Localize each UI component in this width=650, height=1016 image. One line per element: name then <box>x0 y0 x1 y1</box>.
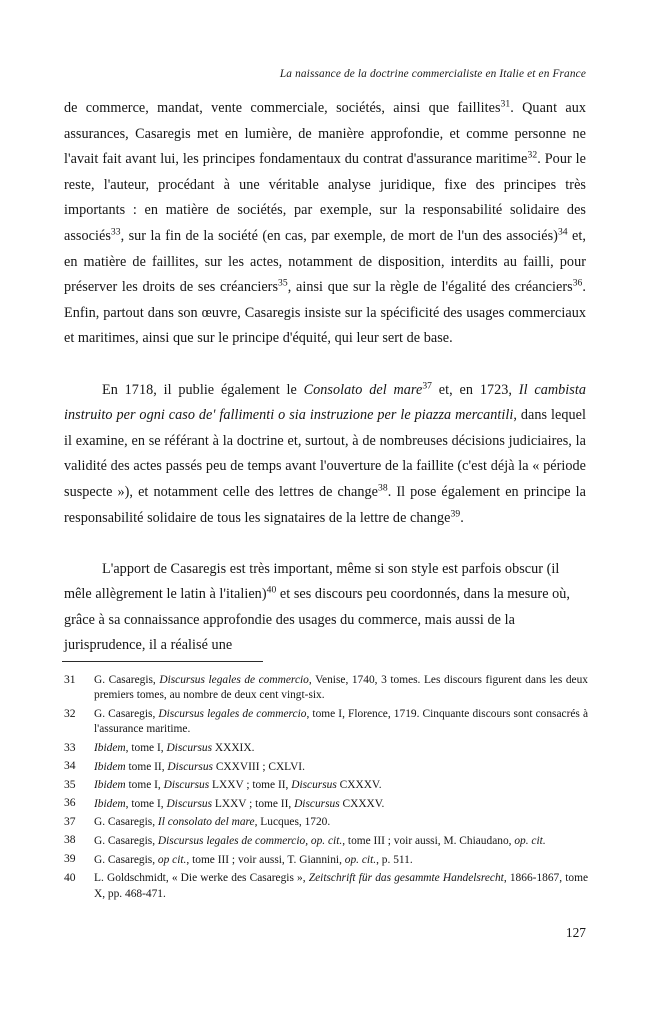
italic-run: Il consolato del mare <box>157 816 255 829</box>
italic-run: Discursus legales de commercio, op. cit. <box>157 834 343 847</box>
italic-run: Consolato del mare <box>303 381 423 398</box>
footnote-40 <box>64 871 588 902</box>
footnote-number: 36 <box>64 796 76 810</box>
footnote-text <box>94 871 588 902</box>
text-run: LXXV ; tome II, <box>209 779 292 792</box>
text-run: . Pour le reste, l'auteur, procédant à une véritable analyse juridique, fixe des principes très importants : en matière de sociétés, par exemple, sur la responsabilité solidaire des associés <box>64 151 586 244</box>
italic-run: Discursus <box>166 797 213 810</box>
footnotes-block <box>64 673 588 905</box>
text-run: XXXIX. <box>212 742 255 754</box>
footnote-reference[interactable]: 38 <box>378 482 388 494</box>
footnote-reference[interactable]: 37 <box>422 379 433 391</box>
text-run: et, en 1723, <box>432 381 519 398</box>
text-run: , Lucques, 1720. <box>254 816 331 829</box>
text-run: CXXVIII ; CXLVI. <box>212 760 305 773</box>
text-run: G. Casaregis, <box>94 708 159 720</box>
text-run: de commerce, mandat, vente commerciale, sociétés, ainsi que faillites <box>64 100 501 116</box>
text-run: et, en matière de faillites, sur les actes, notamment de disposition, interdits au failli, pour préserver les droits de ses créanciers <box>64 227 586 296</box>
italic-run: Ibidem <box>94 797 126 810</box>
footnote-number: 31 <box>64 672 76 686</box>
text-run: G. Casaregis, <box>94 834 158 847</box>
footnote-text <box>94 778 588 793</box>
footnote-reference[interactable]: 35 <box>278 277 288 289</box>
footnote-34 <box>64 760 588 775</box>
footnote-32 <box>64 707 588 738</box>
italic-run: Ibidem <box>94 742 126 754</box>
para-casaregis-assurances <box>64 96 586 352</box>
footnote-number: 32 <box>64 706 76 720</box>
text-run: G. Casaregis, <box>94 674 160 686</box>
footnote-33 <box>64 741 588 756</box>
footnote-text <box>94 797 588 812</box>
footnote-reference[interactable]: 40 <box>266 584 277 596</box>
footnote-text <box>94 707 588 738</box>
text-run: et ses discours peu coordonnés, dans la mesure où, grâce à sa connaissance approfondie des usages du commerce, mais aussi de la jurisprudence, il a réalisé une <box>64 586 571 654</box>
italic-run: Il cambista instruito per ogni caso de' fallimenti o sia instruzione per le piazza mercantili <box>64 381 586 424</box>
footnote-number: 33 <box>64 740 76 754</box>
text-run: , tome I, <box>125 797 167 810</box>
italic-run: Discursus <box>167 760 213 773</box>
running-head: La naissance de la doctrine commercialiste en Italie et en France <box>279 68 586 80</box>
footnote-35 <box>64 778 588 793</box>
footnote-number: 35 <box>64 777 76 791</box>
footnote-36 <box>64 797 588 812</box>
footnote-separator-rule <box>62 661 263 662</box>
text-run: , tome I, <box>125 742 167 754</box>
footnote-text <box>94 760 588 775</box>
text-run: , dans lequel il examine, en se référant à la doctrine et, surtout, à de nombreuses décisions judiciaires, la validité des actes passés peu de temps avant l'ouverture de la faillite (c'est déjà la « période suspecte »), et notamment celle des lettres de change <box>64 407 586 500</box>
footnote-reference[interactable]: 31 <box>500 98 511 110</box>
text-run: . Il pose également en principe la responsabilité solidaire de tous les signataires de la lettre de change <box>64 483 587 526</box>
text-run: G. Casaregis, <box>94 816 158 829</box>
text-run: , tome III ; voir aussi, M. Chiaudano, <box>342 834 515 847</box>
text-run: , tome III ; voir aussi, T. Giannini, <box>186 853 345 866</box>
footnote-reference[interactable]: 33 <box>110 226 121 238</box>
italic-run: op. cit. <box>514 834 546 847</box>
footnote-number: 40 <box>64 870 76 884</box>
body-text-block <box>64 96 586 659</box>
italic-run: Zeitschrift für das gesammte Handelsrecht <box>308 872 504 885</box>
text-run: , tome I, Florence, 1719. Cinquante discours sont consacrés à l'assurance maritime. <box>94 708 589 736</box>
footnote-reference[interactable]: 34 <box>557 226 568 238</box>
italic-run: op. cit. <box>344 853 377 866</box>
text-run: CXXXV. <box>339 797 385 810</box>
italic-run: Discursus legales de commercio <box>158 708 307 720</box>
para-apport-casaregis <box>64 557 586 659</box>
italic-run: op cit. <box>157 853 187 866</box>
italic-run: Ibidem <box>94 760 126 773</box>
footnote-number: 38 <box>64 833 76 847</box>
footnote-39 <box>64 853 588 868</box>
italic-run: Discursus <box>291 779 337 792</box>
text-run: L. Goldschmidt, « Die werke des Casaregis », <box>94 872 309 885</box>
italic-run: Ibidem <box>94 779 126 792</box>
italic-run: Discursus <box>294 797 340 810</box>
text-run: G. Casaregis, <box>94 853 158 866</box>
footnote-reference[interactable]: 32 <box>527 149 538 161</box>
text-run: CXXXV. <box>336 779 382 792</box>
text-run: L'apport de Casaregis est très important, même si son style est parfois obscur (il mêle allègrement le latin à l'italien) <box>64 560 560 603</box>
text-run: En 1718, il publie également le <box>102 381 304 398</box>
text-run: tome II, <box>125 760 168 773</box>
italic-run: Discursus <box>166 742 213 754</box>
footnote-37 <box>64 815 588 830</box>
italic-run: Discursus legales de commercio <box>159 674 309 686</box>
footnote-text <box>94 741 588 756</box>
text-run: LXXV ; tome II, <box>212 797 295 810</box>
footnote-number: 39 <box>64 852 76 866</box>
page-number: 127 <box>565 925 586 940</box>
footnote-reference[interactable]: 36 <box>572 277 583 289</box>
italic-run: Discursus <box>163 779 210 792</box>
footnote-text <box>94 834 588 849</box>
text-run: tome I, <box>125 779 164 792</box>
footnote-text <box>94 673 588 704</box>
footnote-31 <box>64 673 588 704</box>
text-run: . <box>460 509 464 526</box>
text-run: , Venise, 1740, 3 tomes. Les discours figurent dans les deux premiers tomes, au nombre de deux cent vingt-six. <box>94 674 588 702</box>
footnote-text <box>94 853 588 868</box>
footnote-reference[interactable]: 39 <box>450 507 461 519</box>
para-consolato-del-mare <box>64 378 586 532</box>
footnote-number: 34 <box>64 759 76 773</box>
text-run: . Enfin, partout dans son œuvre, Casaregis insiste sur la spécificité des usages commerciaux et maritimes, ainsi que sur le principe d'équité, qui leur sert de base. <box>64 279 586 347</box>
footnote-number: 37 <box>64 814 76 828</box>
footnote-38 <box>64 834 588 849</box>
footnote-text <box>94 815 588 830</box>
text-run: , sur la fin de la société (en cas, par exemple, de mort de l'un des associés) <box>120 227 558 244</box>
text-run: , p. 511. <box>376 853 413 866</box>
text-run: , 1866-1867, tome X, pp. 468-471. <box>94 872 589 900</box>
text-run: . Quant aux assurances, Casaregis met en lumière, de manière approfondie, et comme personne ne l'avait fait avant lui, les principes fondamentaux du contrat d'assurance maritime <box>64 100 586 168</box>
text-run: , ainsi que sur la règle de l'égalité des créanciers <box>287 279 573 296</box>
